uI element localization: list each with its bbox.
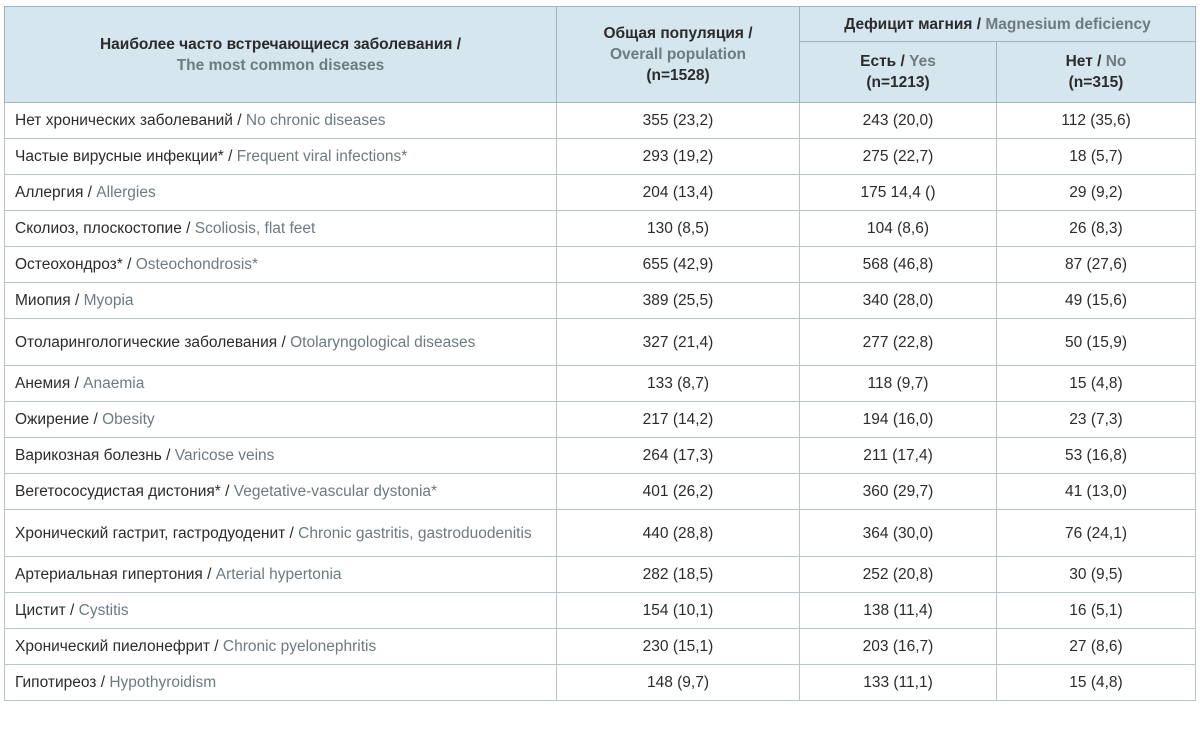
table-row [5,283,1196,319]
deficiency-no-cell: 30 (9,5) [997,557,1196,593]
deficiency-yes-cell: 138 (11,4) [800,593,997,629]
overall-cell: 389 (25,5) [557,283,800,319]
deficiency-yes-cell: 360 (29,7) [800,474,997,510]
disease-cell [5,366,557,402]
overall-cell: 293 (19,2) [557,139,800,175]
disease-cell [5,319,557,366]
table-row [5,402,1196,438]
deficiency-no-cell: 23 (7,3) [997,402,1196,438]
disease-name-en: Scoliosis, flat feet [194,220,316,237]
header-yes-en: Yes [909,53,936,70]
disease-name-ru: Артериальная гипертония / [15,566,216,583]
deficiency-no-cell: 15 (4,8) [997,665,1196,701]
table-row [5,665,1196,701]
header-deficiency [800,7,1196,42]
header-no-ru: Нет / [1065,53,1102,70]
table-row [5,510,1196,557]
deficiency-no-cell: 49 (15,6) [997,283,1196,319]
disease-name-ru: Цистит / [15,602,79,619]
deficiency-yes-cell: 277 (22,8) [800,319,997,366]
overall-cell: 204 (13,4) [557,175,800,211]
disease-name-en: Chronic gastritis, gastroduodenitis [298,524,532,542]
overall-cell: 440 (28,8) [557,510,800,557]
disease-name-en: No chronic diseases [245,112,386,129]
disease-cell [5,247,557,283]
disease-name-ru: Вегетососудистая дистония* / [15,483,234,500]
header-disease-ru: Наиболее часто встречающиеся заболевания / [99,35,462,53]
disease-name-ru: Сколиоз, плоскостопие / [15,220,195,237]
disease-name-en: Vegetative-vascular dystonia* [233,483,438,500]
deficiency-yes-cell: 364 (30,0) [800,510,997,557]
overall-cell: 282 (18,5) [557,557,800,593]
header-disease [5,7,557,103]
header-no-n: (n=315) [1068,74,1124,91]
table-row [5,366,1196,402]
table-header [5,7,1196,103]
disease-name-en: Frequent viral infections* [236,148,408,165]
deficiency-yes-cell: 340 (28,0) [800,283,997,319]
overall-cell: 327 (21,4) [557,319,800,366]
deficiency-no-cell: 27 (8,6) [997,629,1196,665]
deficiency-no-cell: 29 (9,2) [997,175,1196,211]
disease-cell [5,402,557,438]
table-row [5,438,1196,474]
deficiency-no-cell: 53 (16,8) [997,438,1196,474]
overall-cell: 148 (9,7) [557,665,800,701]
disease-name-ru: Нет хронических заболеваний / [15,112,246,129]
header-overall-en: Overall population [609,46,747,63]
deficiency-no-cell: 50 (15,9) [997,319,1196,366]
header-deficiency-ru: Дефицит магния / [844,15,982,33]
table-row [5,247,1196,283]
disease-cell [5,283,557,319]
table-body [5,103,1196,701]
deficiency-yes-cell: 118 (9,7) [800,366,997,402]
diseases-table [4,6,1196,701]
table-row [5,211,1196,247]
table-row [5,474,1196,510]
deficiency-no-cell: 41 (13,0) [997,474,1196,510]
disease-cell [5,474,557,510]
table-row [5,593,1196,629]
table-container [4,6,1195,701]
disease-name-ru: Отоларингологические заболевания / [15,333,291,351]
disease-cell [5,139,557,175]
header-disease-en: The most common diseases [176,56,385,74]
overall-cell: 154 (10,1) [557,593,800,629]
header-no [997,42,1196,103]
disease-name-en: Osteochondrosis* [135,256,259,273]
disease-name-ru: Гипотиреоз / [15,674,110,691]
overall-cell: 264 (17,3) [557,438,800,474]
disease-name-ru: Варикозная болезнь / [15,447,175,464]
deficiency-yes-cell: 175 14,4 () [800,175,997,211]
table-row [5,139,1196,175]
deficiency-yes-cell: 243 (20,0) [800,103,997,139]
disease-name-ru: Ожирение / [15,411,103,428]
deficiency-no-cell: 112 (35,6) [997,103,1196,139]
deficiency-no-cell: 26 (8,3) [997,211,1196,247]
disease-name-en: Cystitis [78,602,129,619]
table-row [5,175,1196,211]
disease-name-en: Chronic pyelonephritis [222,638,377,655]
deficiency-no-cell: 87 (27,6) [997,247,1196,283]
disease-name-en: Varicose veins [174,447,275,464]
disease-cell [5,103,557,139]
overall-cell: 655 (42,9) [557,247,800,283]
header-yes-n: (n=1213) [866,74,930,91]
deficiency-yes-cell: 252 (20,8) [800,557,997,593]
deficiency-no-cell: 16 (5,1) [997,593,1196,629]
header-overall [557,7,800,103]
overall-cell: 133 (8,7) [557,366,800,402]
overall-cell: 401 (26,2) [557,474,800,510]
table-row [5,103,1196,139]
disease-name-en: Anaemia [83,375,145,392]
disease-name-ru: Хронический гастрит, гастродуоденит / [15,524,299,542]
overall-cell: 230 (15,1) [557,629,800,665]
deficiency-yes-cell: 133 (11,1) [800,665,997,701]
disease-cell [5,510,557,557]
deficiency-no-cell: 18 (5,7) [997,139,1196,175]
header-overall-ru: Общая популяция / [603,25,753,42]
disease-cell [5,593,557,629]
header-yes [800,42,997,103]
overall-cell: 355 (23,2) [557,103,800,139]
deficiency-yes-cell: 194 (16,0) [800,402,997,438]
disease-cell [5,557,557,593]
disease-name-ru: Частые вирусные инфекции* / [15,148,237,165]
disease-cell [5,438,557,474]
disease-cell [5,211,557,247]
disease-name-en: Arterial hypertonia [215,566,342,583]
table-row [5,319,1196,366]
header-overall-n: (n=1528) [646,67,710,84]
header-yes-ru: Есть / [860,53,905,70]
disease-name-ru: Хронический пиелонефрит / [15,638,223,655]
deficiency-no-cell: 76 (24,1) [997,510,1196,557]
header-no-en: No [1105,53,1127,70]
deficiency-yes-cell: 104 (8,6) [800,211,997,247]
disease-name-en: Allergies [96,184,156,201]
overall-cell: 217 (14,2) [557,402,800,438]
disease-name-ru: Остеохондроз* / [15,256,136,273]
table-row [5,557,1196,593]
disease-cell [5,665,557,701]
disease-name-en: Otolaryngological diseases [290,333,476,351]
disease-name-ru: Анемия / [15,375,84,392]
disease-name-ru: Миопия / [15,292,84,309]
deficiency-yes-cell: 568 (46,8) [800,247,997,283]
table-row [5,629,1196,665]
deficiency-yes-cell: 211 (17,4) [800,438,997,474]
disease-name-en: Obesity [102,411,155,428]
disease-name-en: Myopia [83,292,134,309]
disease-cell [5,629,557,665]
deficiency-yes-cell: 203 (16,7) [800,629,997,665]
disease-name-en: Hypothyroidism [109,674,217,691]
deficiency-no-cell: 15 (4,8) [997,366,1196,402]
overall-cell: 130 (8,5) [557,211,800,247]
disease-cell [5,175,557,211]
disease-name-ru: Аллергия / [15,184,97,201]
header-deficiency-en: Magnesium deficiency [985,15,1151,33]
deficiency-yes-cell: 275 (22,7) [800,139,997,175]
